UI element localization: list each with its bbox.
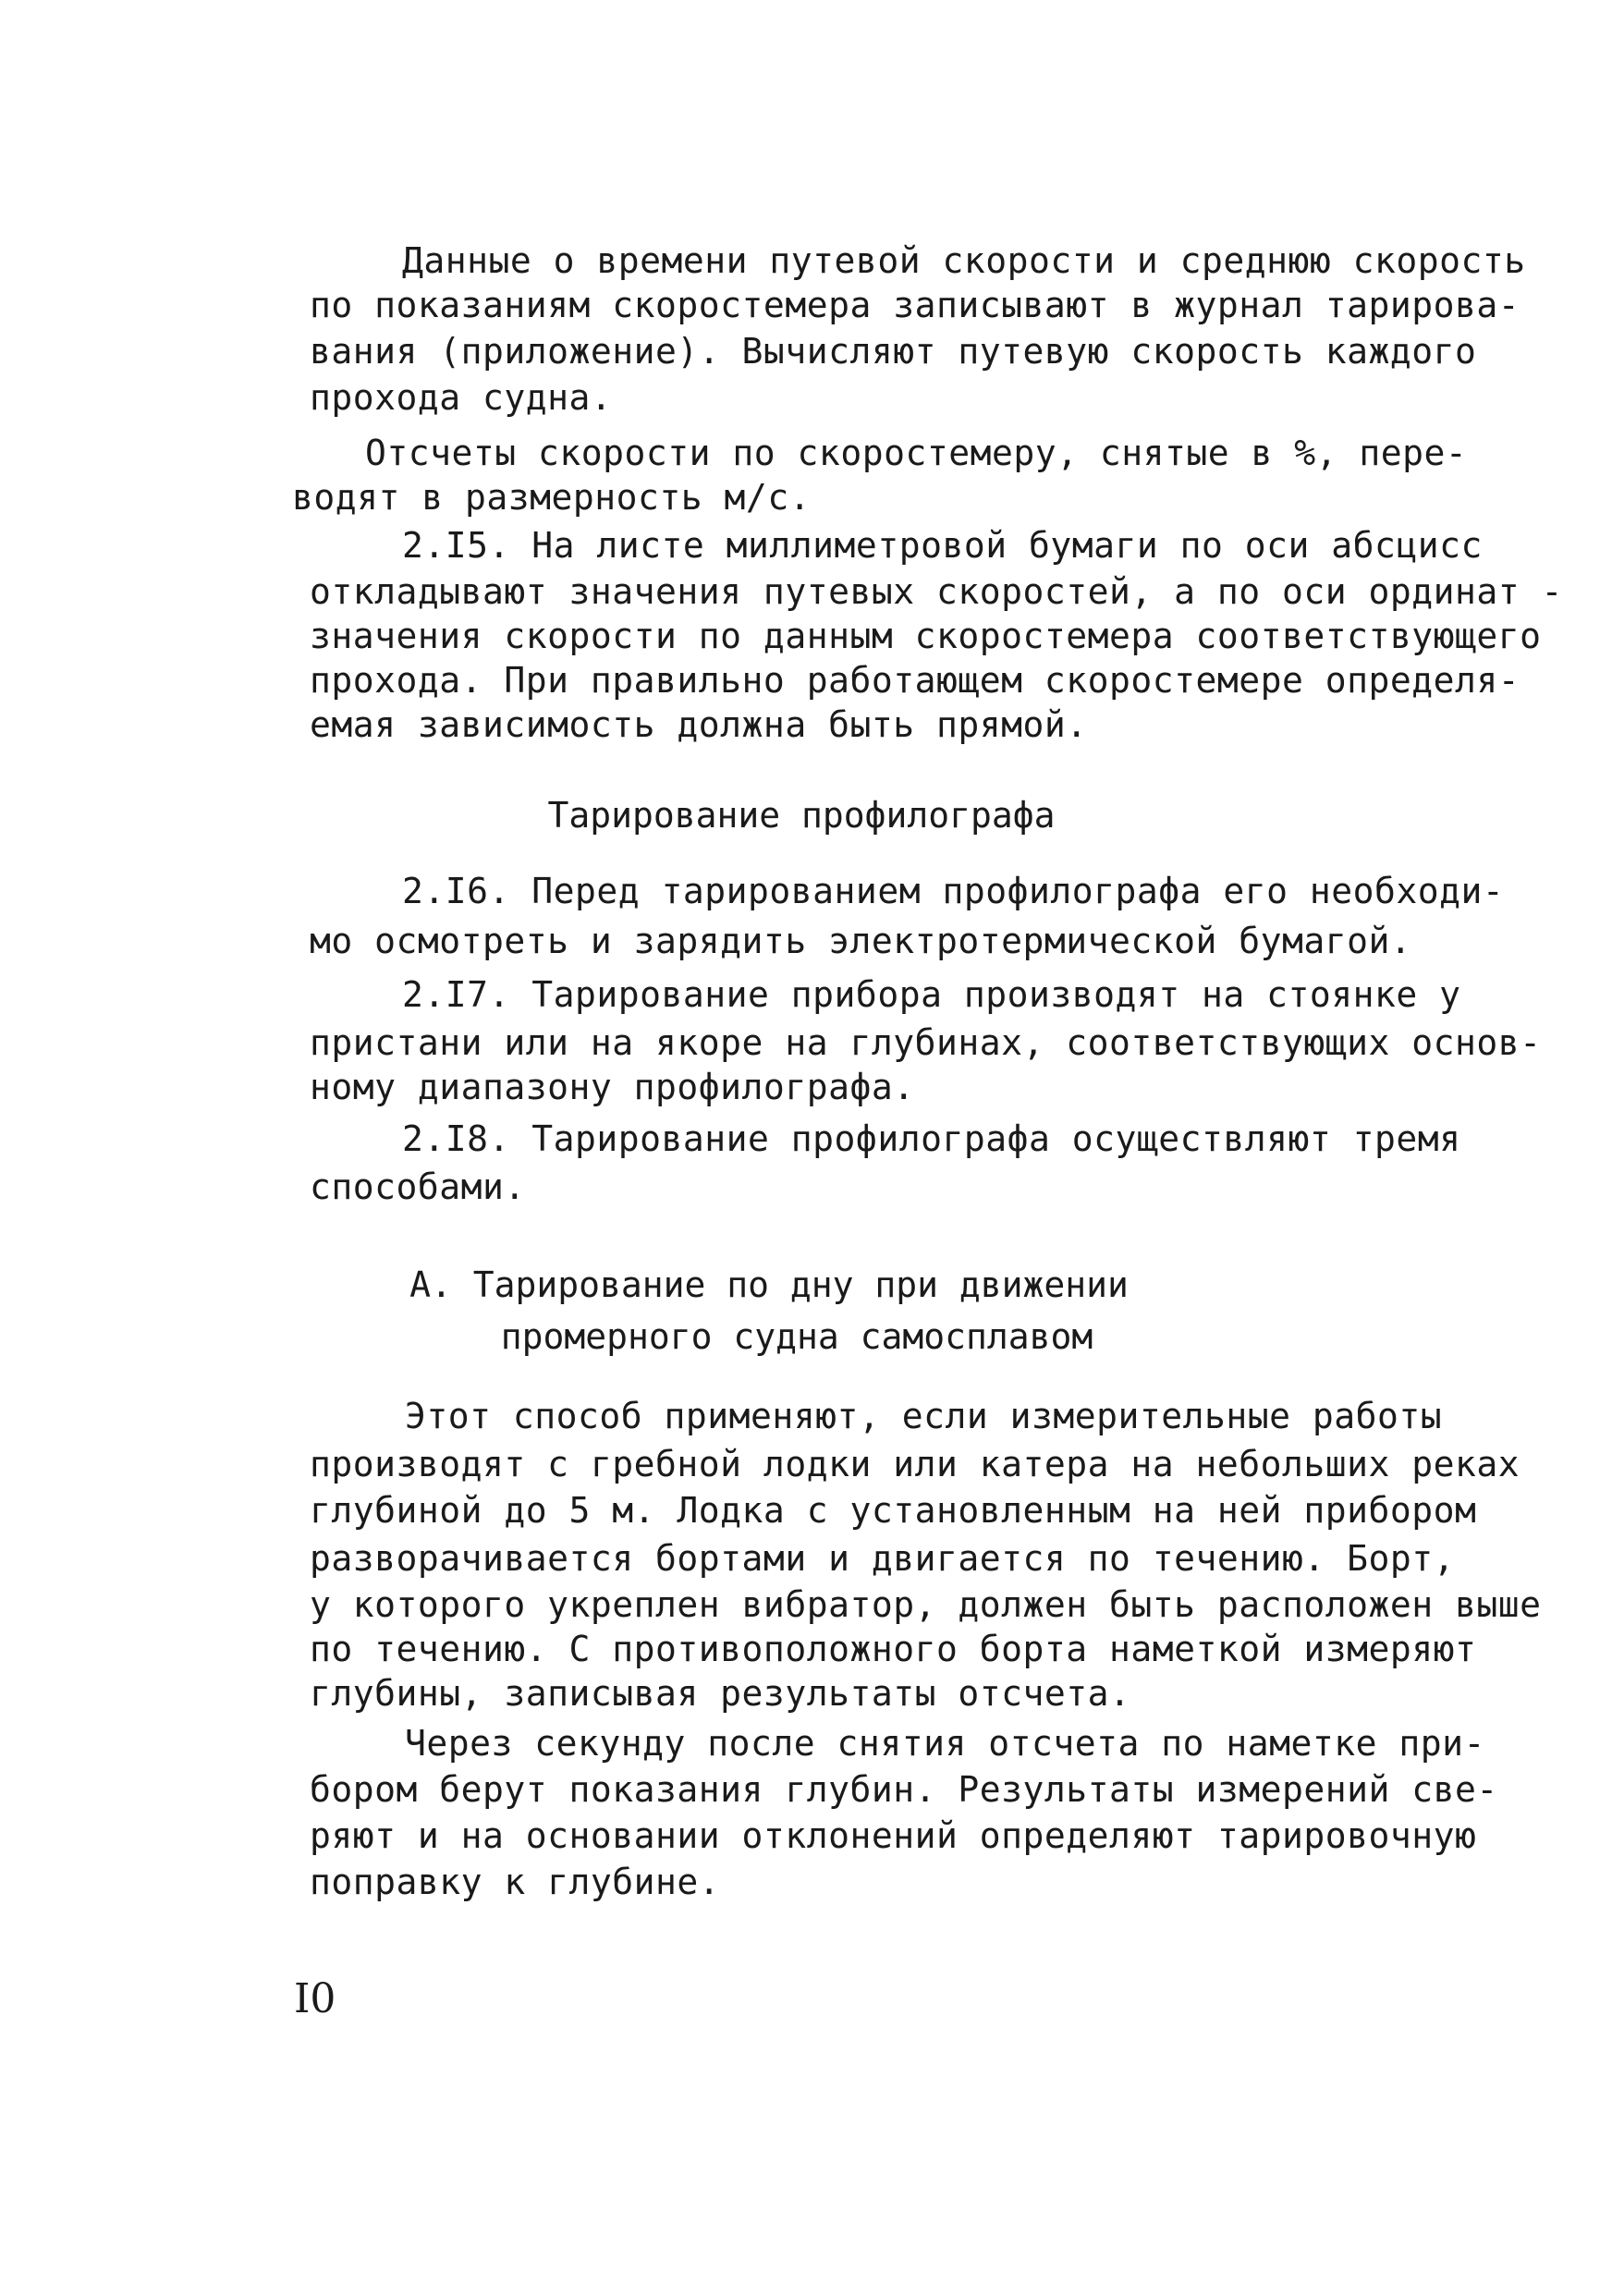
text-line: ному диапазону профилографа. bbox=[310, 1067, 915, 1107]
section-heading: Тарирование профилографа bbox=[547, 795, 1056, 836]
text-line: по течению. С противоположного борта наметкой измеряют bbox=[310, 1629, 1477, 1669]
text-line: глубиной до 5 м. Лодка с установленным на ней прибором bbox=[310, 1490, 1477, 1531]
text-line: Этот способ применяют, если измерительные работы bbox=[405, 1396, 1443, 1436]
text-line: вания (приложение). Вычисляют путевую скорость каждого bbox=[310, 331, 1477, 372]
text-line: пристани или на якоре на глубинах, соответствующих основ- bbox=[310, 1022, 1542, 1063]
text-line: прохода судна. bbox=[310, 377, 613, 418]
text-line: 2.I5. На листе миллиметровой бумаги по оси абсцисс bbox=[402, 525, 1483, 566]
text-line: бором берут показания глубин. Результаты измерений све- bbox=[310, 1769, 1498, 1810]
text-line: емая зависимость должна быть прямой. bbox=[310, 704, 1088, 745]
text-line: Отсчеты скорости по скоростемеру, снятые в %, пере- bbox=[365, 433, 1468, 473]
text-line: глубины, записывая результаты отсчета. bbox=[310, 1673, 1131, 1714]
page-number: I0 bbox=[294, 1975, 336, 2022]
text-line: поправку к глубине. bbox=[310, 1862, 721, 1902]
subsection-heading: промерного судна самосплавом bbox=[500, 1316, 1093, 1357]
text-line: 2.I6. Перед тарированием профилографа его необходи- bbox=[402, 871, 1505, 911]
text-line: значения скорости по данным скоростемера соответствующего bbox=[310, 616, 1542, 656]
text-line: 2.I8. Тарирование профилографа осуществляют тремя bbox=[402, 1118, 1461, 1159]
text-line: разворачивается бортами и двигается по течению. Борт, bbox=[310, 1538, 1456, 1579]
text-line: ряют и на основании отклонений определяют тарировочную bbox=[310, 1815, 1477, 1856]
text-line: откладывают значения путевых скоростей, а по оси ординат - bbox=[310, 571, 1563, 612]
text-line: производят с гребной лодки или катера на небольших реках bbox=[310, 1444, 1520, 1484]
subsection-heading: А. Тарирование по дну при движении bbox=[409, 1264, 1129, 1305]
text-line: мо осмотреть и зарядить электротермической бумагой. bbox=[310, 921, 1412, 961]
text-line: по показаниям скоростемера записывают в журнал тарирова- bbox=[310, 285, 1520, 325]
text-line: способами. bbox=[310, 1166, 526, 1207]
text-line: водят в размерность м/с. bbox=[292, 477, 812, 518]
text-line: у которого укреплен вибратор, должен быть расположен выше bbox=[310, 1584, 1542, 1625]
text-line: Через секунду после снятия отсчета по наметке при- bbox=[405, 1723, 1485, 1764]
text-line: 2.I7. Тарирование прибора производят на стоянке у bbox=[402, 974, 1461, 1015]
text-line: Данные о времени путевой скорости и среднюю скорость bbox=[402, 240, 1526, 281]
text-line: прохода. При правильно работающем скоростемере определя- bbox=[310, 660, 1520, 701]
